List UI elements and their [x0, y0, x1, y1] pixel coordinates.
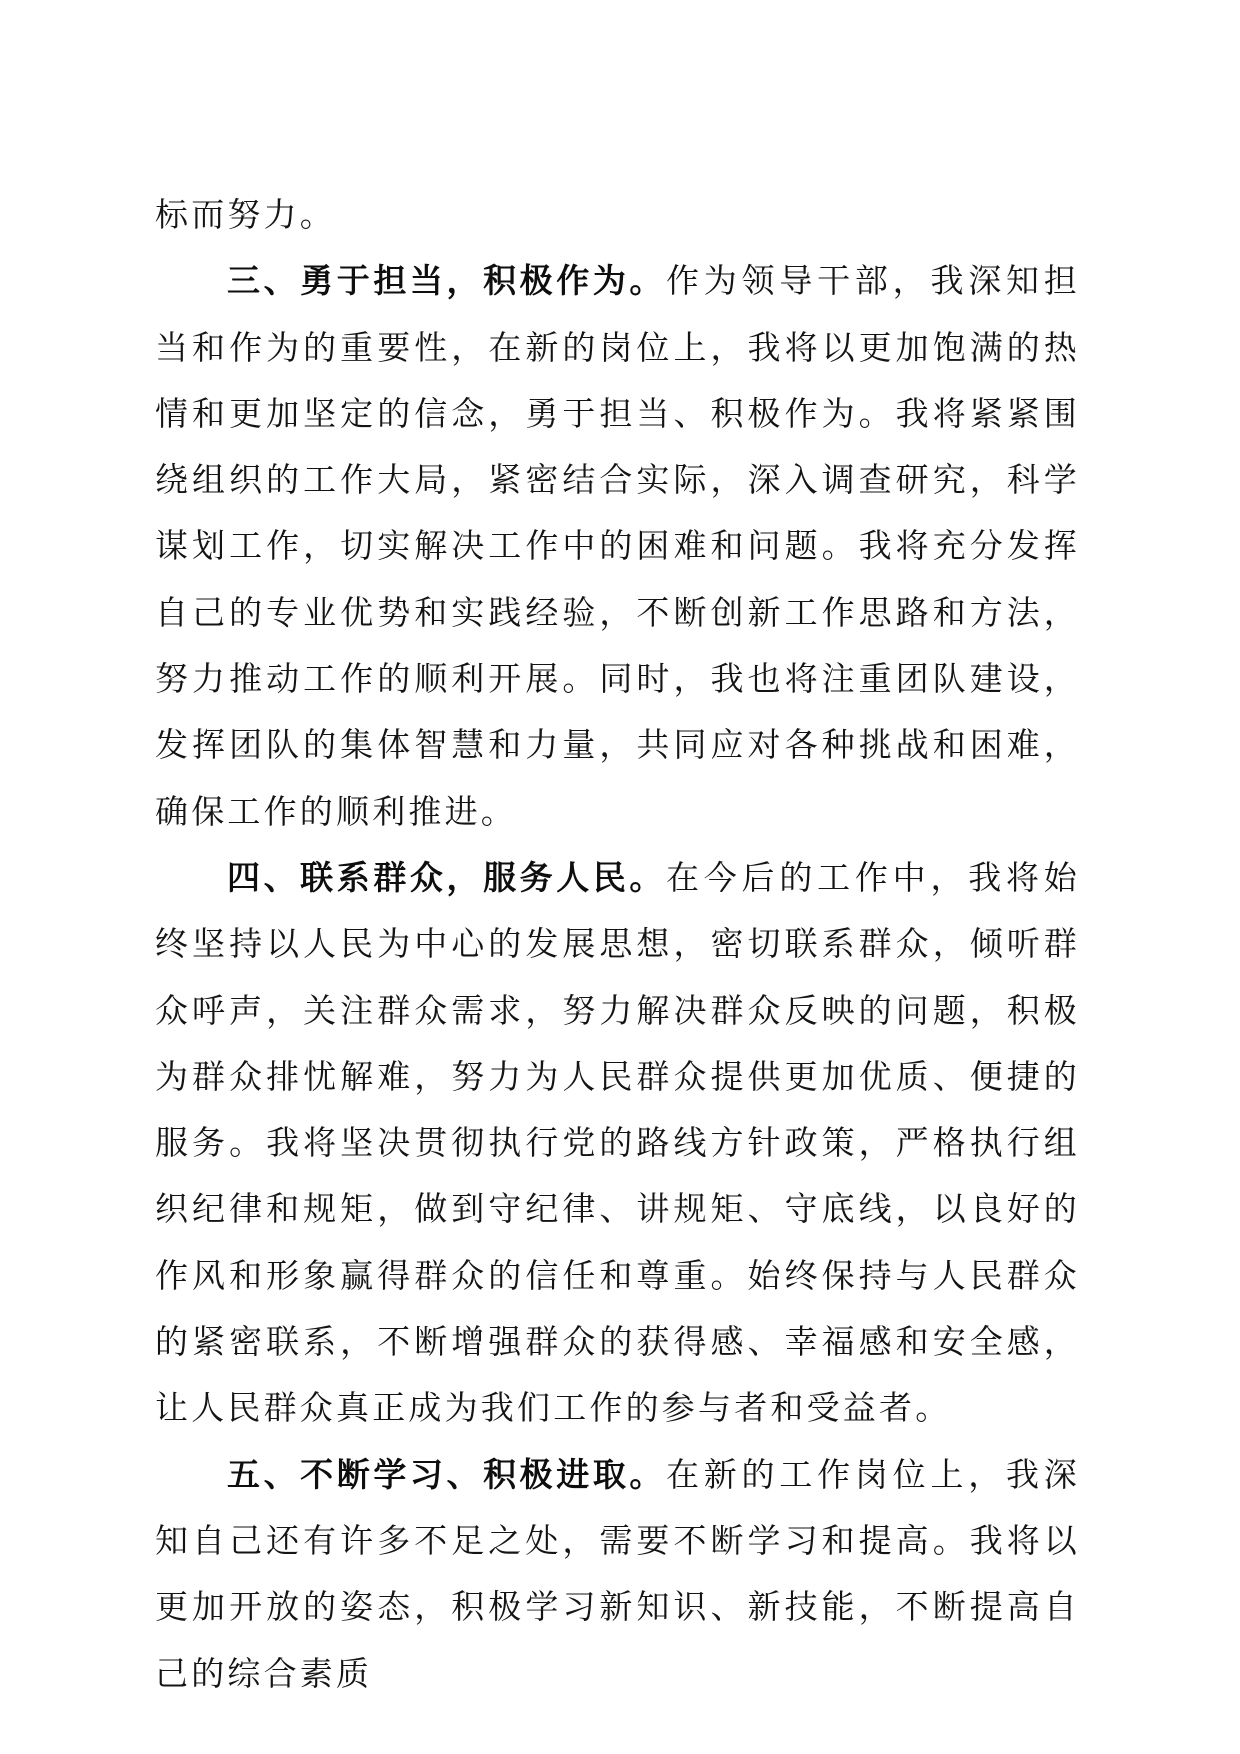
document-body [155, 182, 1080, 1707]
continuation-text: 标而努力。 [155, 195, 336, 234]
section-four-heading: 四、联系群众，服务人民。 [227, 857, 666, 897]
section-five-heading: 五、不断学习、积极进取。 [227, 1454, 666, 1494]
section-five-paragraph [155, 1442, 1080, 1707]
section-three-body: 作为领导干部，我深知担当和作为的重要性，在新的岗位上，我将以更加饱满的热情和更加坚定的信念，勇于担当、积极作为。我将紧紧围绕组织的工作大局，紧密结合实际，深入调查研究，科学谋划工作，切实解决工作中的困难和问题。我将充分发挥自己的专业优势和实践经验，不断创新工作思路和方法，努力推动工作的顺利开展。同时，我也将注重团队建设，发挥团队的集体智慧和力量，共同应对各种挑战和困难，确保工作的顺利推进。 [155, 261, 1081, 831]
section-three-paragraph [155, 248, 1080, 845]
section-three-heading: 三、勇于担当，积极作为。 [227, 261, 666, 301]
section-four-body: 在今后的工作中，我将始终坚持以人民为中心的发展思想，密切联系群众，倾听群众呼声，关注群众需求，努力解决群众反映的问题，积极为群众排忧解难，努力为人民群众提供更加优质、便捷的服务。我将坚决贯彻执行党的路线方针政策，严格执行组织纪律和规矩，做到守纪律、讲规矩、守底线，以良好的作风和形象赢得群众的信任和尊重。始终保持与人民群众的紧密联系，不断增强群众的获得感、幸福感和安全感，让人民群众真正成为我们工作的参与者和受益者。 [155, 857, 1081, 1428]
continuation-paragraph [155, 182, 1080, 248]
section-five-body: 在新的工作岗位上，我深知自己还有许多不足之处，需要不断学习和提高。我将以更加开放的姿态，积极学习新知识、新技能，不断提高自己的综合素质 [155, 1454, 1081, 1693]
section-four-paragraph [155, 845, 1080, 1442]
